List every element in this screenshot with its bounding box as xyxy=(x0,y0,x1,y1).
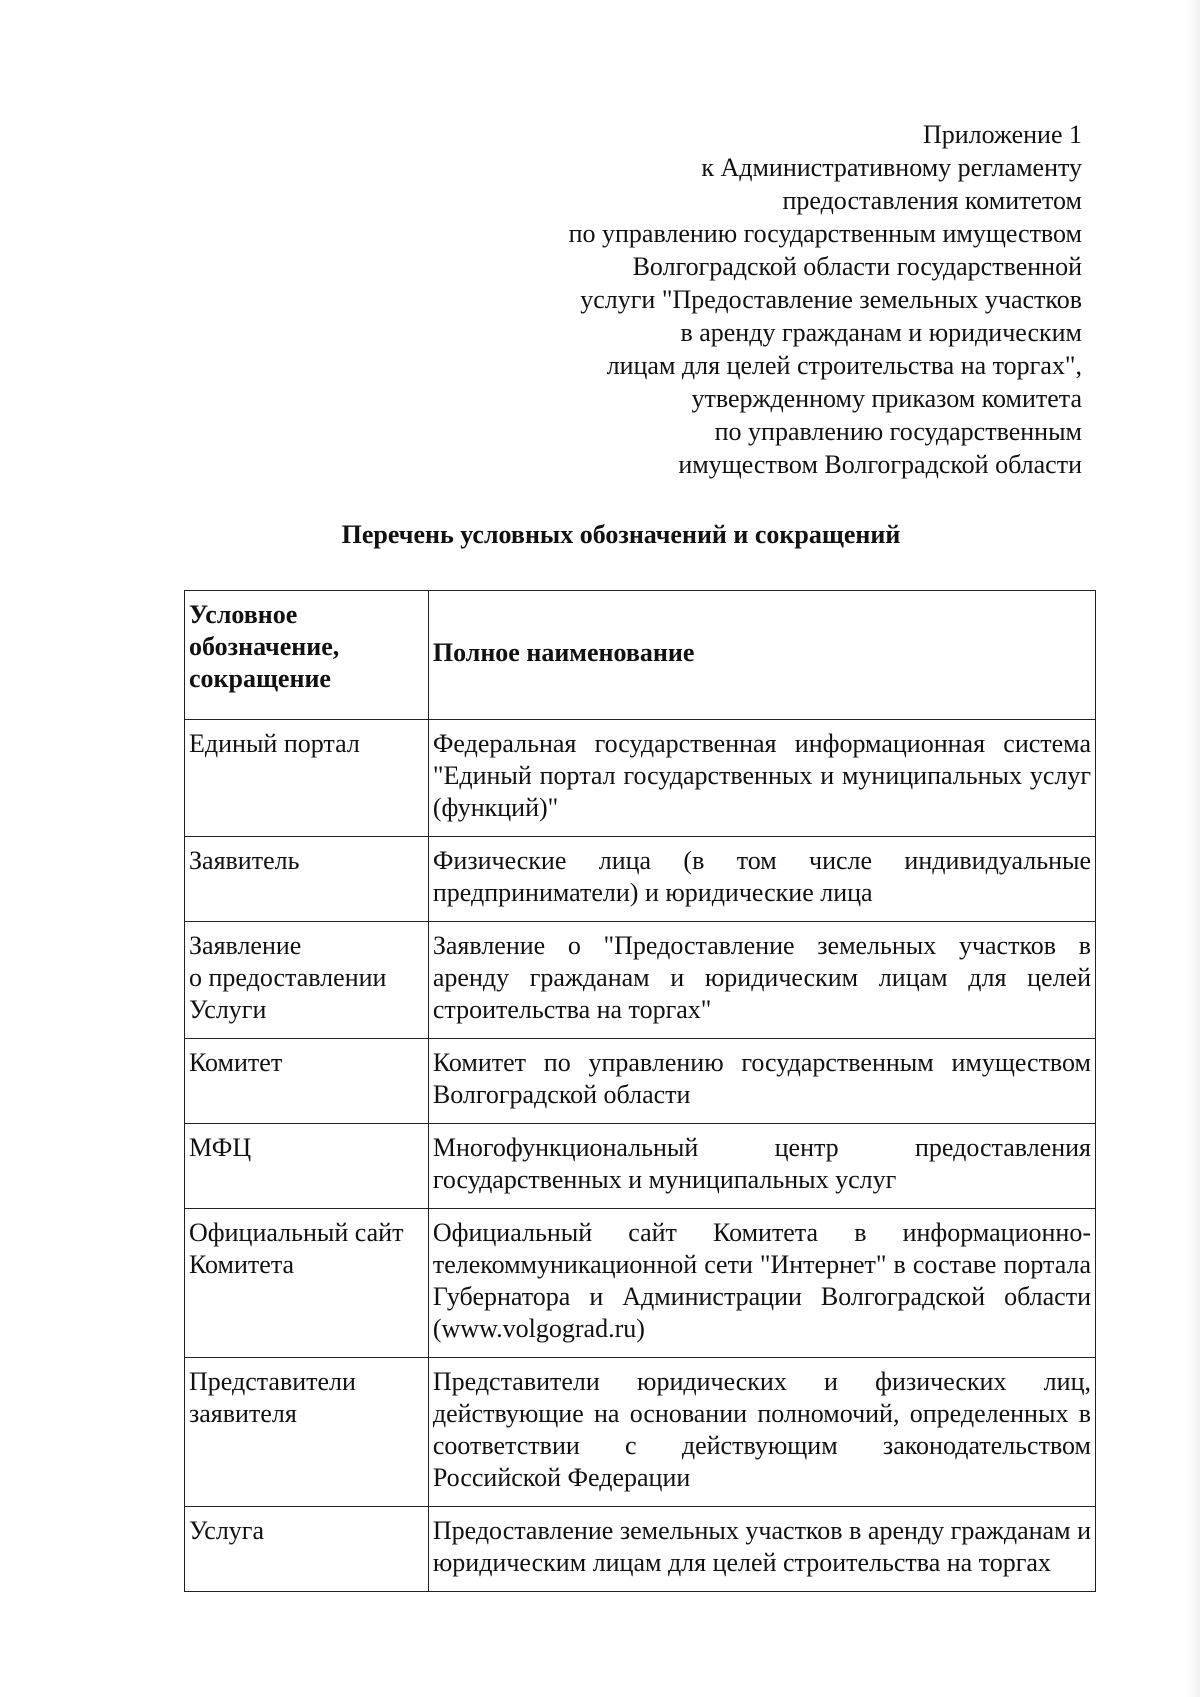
header-full-name: Полное наименование xyxy=(428,591,1095,720)
document-title: Перечень условных обозначений и сокращений xyxy=(341,520,901,549)
cell-full: Официальный сайт Комитета в информационно-телекоммуникационной сети "Интернет" в составе портала Губернатора и Администрации Волгоградской области (www.volgograd.ru) xyxy=(428,1209,1095,1358)
appendix-line: лицам для целей строительства на торгах", xyxy=(606,351,1082,380)
cell-abbr: Заявитель xyxy=(185,837,429,922)
table-row xyxy=(185,1039,1096,1124)
appendix-line: Приложение 1 xyxy=(922,120,1082,149)
appendix-line: услуги "Предоставление земельных участков xyxy=(580,285,1082,314)
cell-abbr: Услуга xyxy=(185,1507,429,1592)
cell-full: Представители юридических и физических лиц, действующие на основании полномочий, определенных в соответствии с действующим законодательством Российской Федерации xyxy=(428,1358,1095,1507)
appendix-line: по управлению государственным xyxy=(714,417,1082,446)
cell-abbr: Единый портал xyxy=(185,720,429,837)
cell-abbr: Комитет xyxy=(185,1039,429,1124)
cell-abbr: МФЦ xyxy=(185,1124,429,1209)
appendix-header xyxy=(442,118,1082,481)
table-row xyxy=(185,837,1096,922)
cell-abbr: Заявление о предоставлении Услуги xyxy=(185,922,429,1039)
appendix-line: в аренду гражданам и юридическим xyxy=(680,318,1082,347)
table-row xyxy=(185,720,1096,837)
cell-full: Предоставление земельных участков в аренду гражданам и юридическим лицам для целей строительства на торгах xyxy=(428,1507,1095,1592)
table-row xyxy=(185,1507,1096,1592)
table-row xyxy=(185,922,1096,1039)
appendix-line: утвержденному приказом комитета xyxy=(691,384,1082,413)
table-row xyxy=(185,1209,1096,1358)
cell-abbr: Официальный сайт Комитета xyxy=(185,1209,429,1358)
appendix-line: по управлению государственным имуществом xyxy=(568,219,1082,248)
cell-full: Многофункциональный центр предоставления государственных и муниципальных услуг xyxy=(428,1124,1095,1209)
cell-full: Федеральная государственная информационная система "Единый портал государственных и муниципальных услуг (функций)" xyxy=(428,720,1095,837)
appendix-line: имуществом Волгоградской области xyxy=(678,450,1082,479)
cell-full: Комитет по управлению государственным имуществом Волгоградской области xyxy=(428,1039,1095,1124)
cell-full: Заявление о "Предоставление земельных участков в аренду гражданам и юридическим лицам для целей строительства на торгах" xyxy=(428,922,1095,1039)
cell-abbr: Представители заявителя xyxy=(185,1358,429,1507)
appendix-line: предоставления комитетом xyxy=(782,186,1082,215)
cell-full: Физические лица (в том числе индивидуальные предприниматели) и юридические лица xyxy=(428,837,1095,922)
table-row xyxy=(185,1124,1096,1209)
page-edge-shadow xyxy=(1186,0,1200,1697)
abbreviations-table xyxy=(184,590,1096,1592)
table-header-row xyxy=(185,591,1096,720)
appendix-line: к Административному регламенту xyxy=(701,153,1082,182)
table-row xyxy=(185,1358,1096,1507)
appendix-line: Волгоградской области государственной xyxy=(632,252,1082,281)
header-abbr: Условное обозначение, сокращение xyxy=(185,591,429,720)
